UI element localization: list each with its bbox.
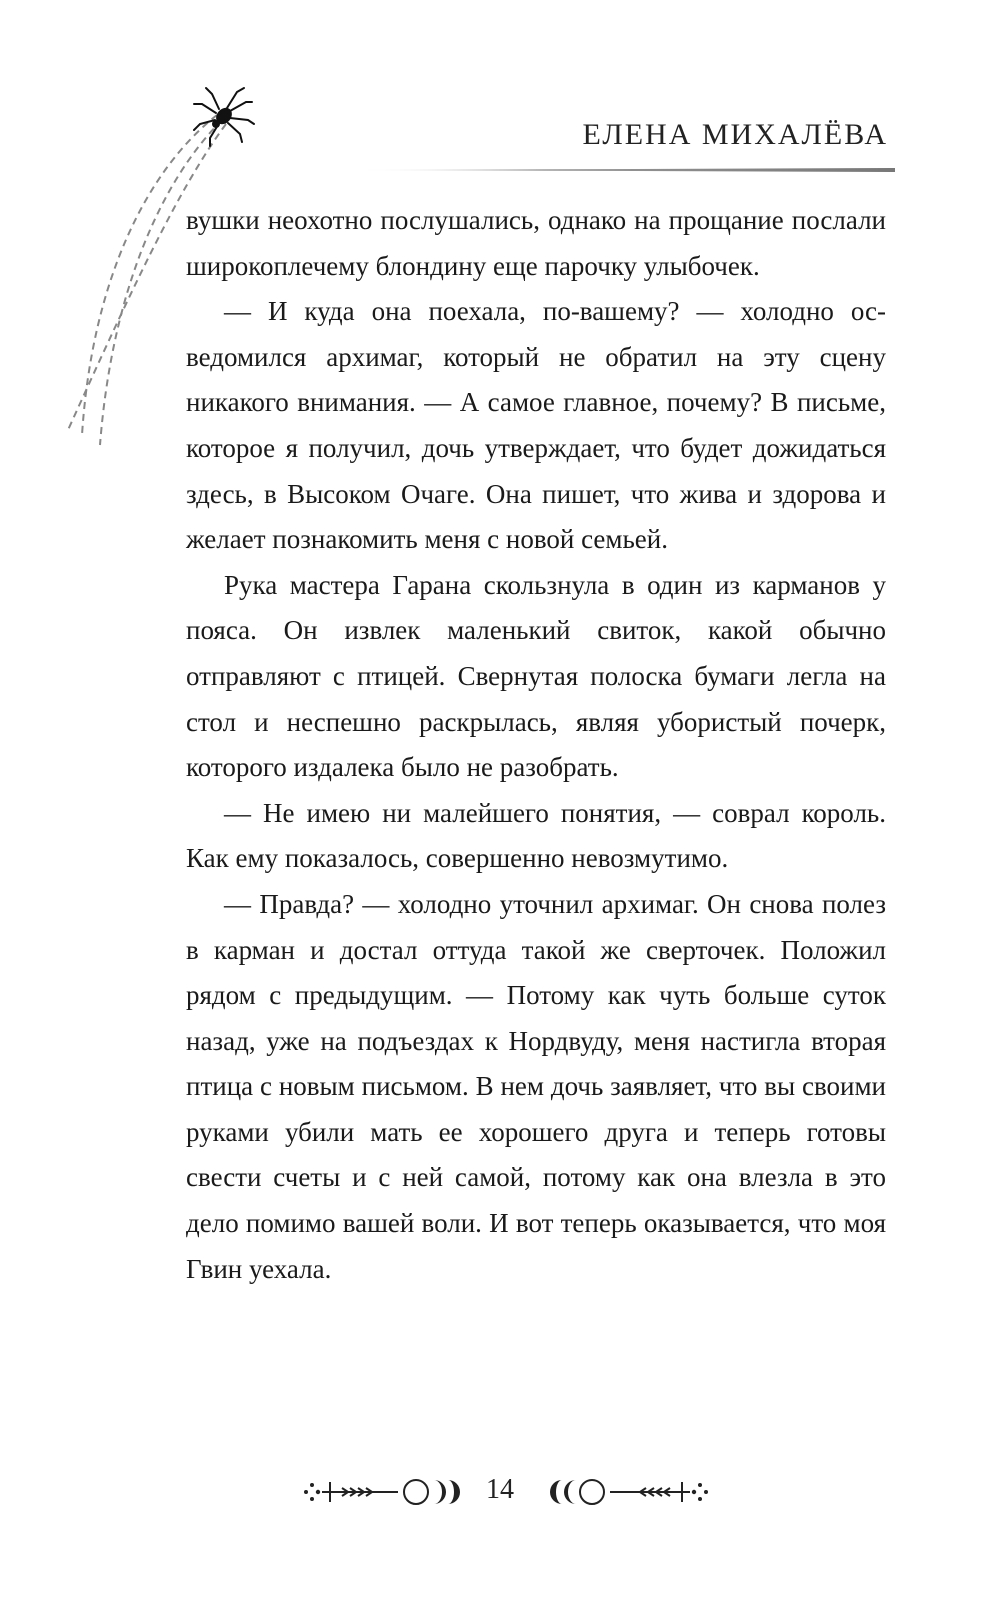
paragraph: Рука мастера Гарана скользнула в один из карманов у пояса. Он извлек маленький свиток, какой обычно отправляют с птицей. Свернутая полоска бумаги легла на стол и неспешно раскрылась, являя убористый почерк, которого издалека было не разобрать. bbox=[186, 569, 886, 783]
spider-icon bbox=[194, 88, 254, 146]
page-text bbox=[186, 198, 886, 1292]
paragraph: вушки неохотно послушались, однако на прощание послали широкоплечему блондину еще парочку улыбочек. bbox=[186, 205, 886, 281]
paragraph: — И куда она поехала, по-вашему? — холодно осведомился архимаг, который не обратил на эту сцену никакого внимания. — А самое главное, почему? В письме, которое я получил, дочь утверждает, что будет дожидаться здесь, в Высоком Очаге. Она пишет, что жива и здорова и желает познакомить меня с новой семьей. bbox=[186, 296, 886, 555]
running-header-author: ЕЛЕНА МИХАЛЁВА bbox=[582, 118, 888, 151]
paragraph: — Правда? — холодно уточнил архимаг. Он снова полез в карман и достал оттуда такой же сверточек. Положил рядом с предыдущим. — Потому как чуть больше суток назад, уже на подъездах к Нордвуду, меня настигла вторая птица с новым письмом. В нем дочь заявляет, что вы своими руками убили мать ее хорошего друга и теперь готовы свести счеты и с ней самой, потому как она влезла в это дело помимо вашей воли. И вот теперь оказывается, что моя Гвин уехала. bbox=[186, 888, 886, 1284]
header-divider bbox=[355, 166, 895, 174]
paragraph: — Не имею ни малейшего понятия, — соврал король. Как ему показалось, совершенно невозмутимо. bbox=[186, 797, 886, 874]
page-number: 14 bbox=[486, 1474, 514, 1505]
